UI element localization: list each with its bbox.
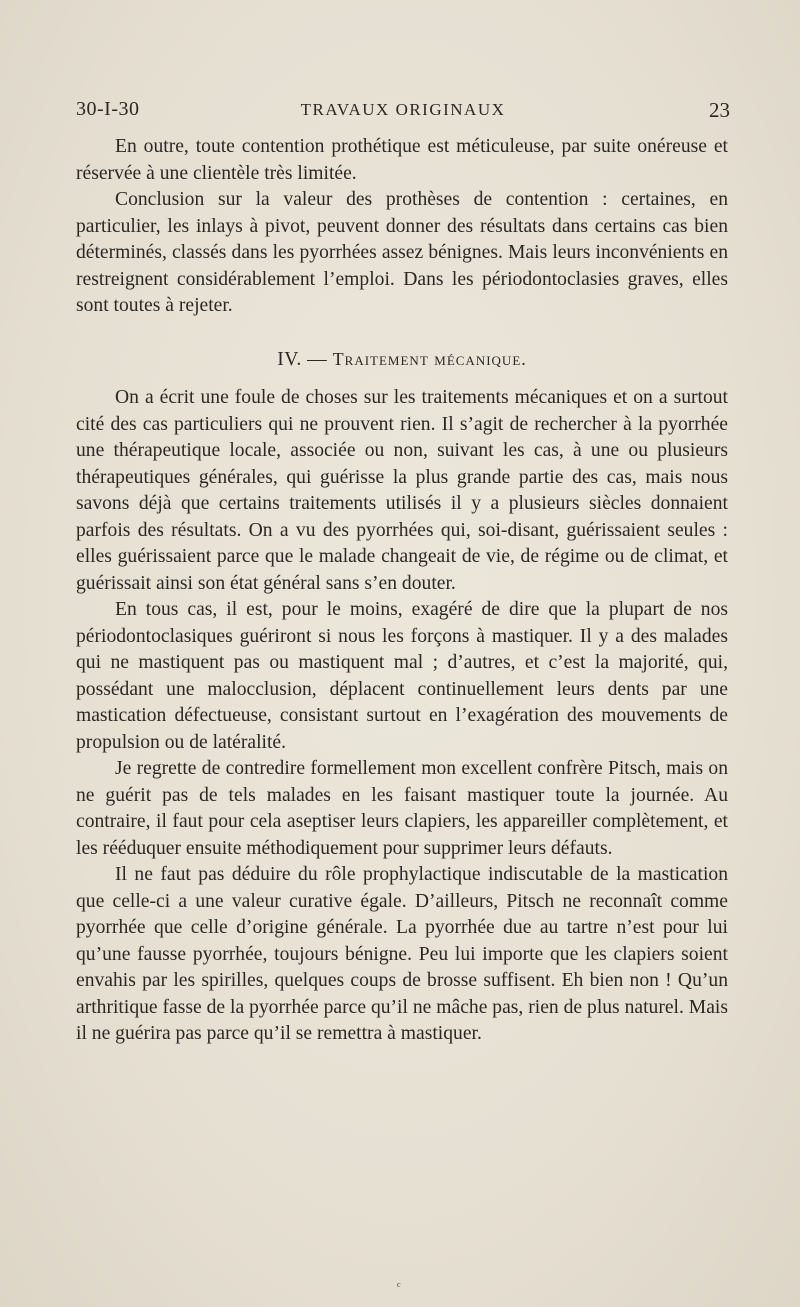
paragraph: En tous cas, il est, pour le moins, exagéré de dire que la plupart de nos périodontoclasiques guériront si nous les forçons à mastiquer. Il y a des malades qui ne mastiquent pas ou mastiquent mal ; d’autres, et c’est la majorité, qui, possédant une malocclusion, déplacent continuellement leurs dents par une mastication défectueuse, consistant surtout en l’exagération des mouvements de propulsion ou de latéralité. — [76, 599, 728, 753]
running-header — [76, 98, 730, 124]
section-title: Traitement mécanique. — [332, 348, 527, 369]
paragraph: On a écrit une foule de choses sur les traitements mécaniques et on a surtout cité des cas particuliers qui ne prouvent rien. Il s’agit de rechercher à la pyorrhée une thérapeutique locale, associée ou non, suivant les cas, à une ou plusieurs thérapeutiques générales, qui guérisse la plus grande partie des cas, mais nous savons déjà que certains traitements utilisés il y a plusieurs siècles donnaient parfois des résultats. On a vu des pyorrhées qui, soi-disant, guérissaient seules : elles guérissaient parce que le malade changeait de vie, de régime ou de climat, et guérissait ainsi son état général sans s’en douter. — [76, 387, 728, 594]
paragraph: Conclusion sur la valeur des prothèses de contention : certaines, en particulier, les inlays à pivot, peuvent donner des résultats dans certains cas bien déterminés, classés dans les pyorrhées assez bénignes. Mais leurs inconvénients en restreignent considérablement l’emploi. Dans les périodontoclasies graves, elles sont toutes à rejeter. — [76, 189, 728, 316]
body-text — [76, 134, 728, 1048]
paragraph: Il ne faut pas déduire du rôle prophylactique indiscutable de la mastication que celle-ci a une valeur curative égale. D’ailleurs, Pitsch ne reconnaît comme pyorrhée que celle d’origine générale. La pyorrhée due au tartre n’est pour lui qu’une fausse pyorrhée, toujours bénigne. Peu lui importe que les clapiers soient envahis par les spirilles, quelques coups de brosse suffisent. Eh bien non ! Qu’un arthritique fasse de la pyorrhée parce qu’il ne mâche pas, rien de plus naturel. Mais il ne guérira pas parce qu’il se remettra à mastiquer. — [76, 864, 728, 1044]
page-number: 23 — [709, 98, 730, 122]
header-date: 30-I-30 — [76, 98, 140, 120]
paragraph: Je regrette de contredire formellement mon excellent confrère Pitsch, mais on ne guérit pas de tels malades en les faisant mastiquer toute la journée. Au contraire, il faut pour cela aseptiser leurs clapiers, les appareiller complètement, et les rééduquer ensuite méthodiquement pour supprimer leurs défauts. — [76, 758, 728, 859]
paragraph: En outre, toute contention prothétique est méticuleuse, par suite onéreuse et réservée à une clientèle très limitée. — [76, 136, 728, 184]
section-heading — [76, 346, 728, 374]
section-number: IV. — — [277, 348, 333, 370]
header-title: TRAVAUX ORIGINAUX — [300, 100, 506, 119]
footer-mark: ᶜ — [397, 1280, 401, 1295]
